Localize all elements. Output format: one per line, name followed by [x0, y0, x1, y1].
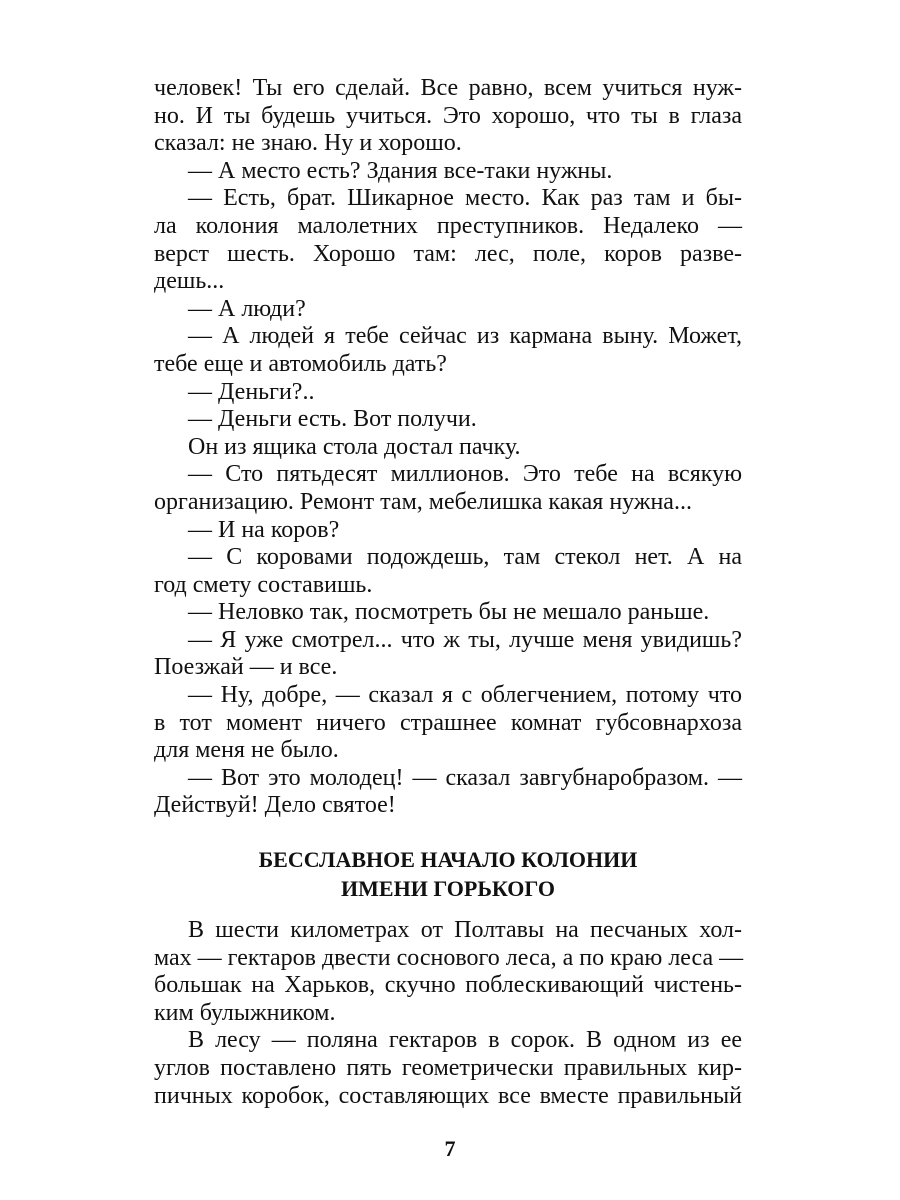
text-line: — Я уже смотрел... что ж ты, лучше меня увидишь?	[188, 626, 742, 653]
text-line: ким булыжником.	[154, 999, 336, 1026]
text-line: верст шесть. Хорошо там: лес, поле, коров разве-	[154, 240, 742, 267]
text-line: углов поставлено пять геометрически правильных кир-	[154, 1054, 742, 1081]
text-line: — А место есть? Здания все-таки нужны.	[188, 157, 613, 184]
text-line: — Вот это молодец! — сказал завгубнаробразом. —	[188, 764, 742, 791]
text-line: — Деньги?..	[188, 378, 315, 405]
text-line: — А люди?	[188, 295, 306, 322]
text-line: человек! Ты его сделай. Все равно, всем учиться нуж-	[154, 75, 742, 101]
text-line: Он из ящика стола достал пачку.	[188, 433, 521, 460]
text-line: — Есть, брат. Шикарное место. Как раз там и бы-	[188, 185, 742, 212]
text-line: для меня не было.	[154, 737, 339, 764]
text-line: В лесу — поляна гектаров в сорок. В одном из ее	[188, 1027, 742, 1054]
text-line: — А людей я тебе сейчас из кармана выну. Может,	[188, 323, 742, 350]
text-line: тебе еще и автомобиль дать?	[154, 350, 447, 377]
dialogue-text	[154, 75, 742, 820]
text-line: дешь...	[154, 268, 225, 295]
text-line: год смету составишь.	[154, 571, 373, 598]
text-line: — Деньги есть. Вот получи.	[188, 406, 477, 433]
text-line: сказал: не знаю. Ну и хорошо.	[154, 130, 462, 157]
chapter-heading	[154, 845, 742, 903]
text-line: — С коровами подождешь, там стекол нет. А на	[188, 544, 742, 571]
text-line: мах — гектаров двести соснового леса, а по краю леса —	[154, 944, 744, 971]
text-line: в тот момент ничего страшнее комнат губсовнархоза	[154, 709, 742, 736]
text-line: ла колония малолетних преступников. Недалеко —	[154, 212, 742, 239]
text-line: В шести километрах от Полтавы на песчаных хол-	[188, 917, 742, 943]
text-line: — Неловко так, посмотреть бы не мешало раньше.	[188, 599, 710, 626]
text-line: но. И ты будешь учиться. Это хорошо, что ты в глаза	[154, 102, 742, 129]
text-line: Действуй! Дело святое!	[154, 792, 396, 819]
text-line: большак на Харьков, скучно поблескивающий чистень-	[154, 972, 742, 999]
text-line: — И на коров?	[188, 516, 340, 543]
chapter-body-text	[154, 917, 742, 1110]
text-line: организацию. Ремонт там, мебелишка какая нужна...	[154, 488, 692, 515]
text-line: — Сто пятьдесят миллионов. Это тебе на всякую	[188, 461, 742, 488]
text-line: — Ну, добре, — сказал я с облегчением, потому что	[188, 682, 742, 709]
page-number: 7	[444, 1136, 456, 1161]
text-line: пичных коробок, составляющих все вместе правильный	[154, 1082, 742, 1109]
text-line: Поезжай — и все.	[154, 654, 338, 681]
chapter-title-line-1: БЕССЛАВНОЕ НАЧАЛО КОЛОНИИ	[258, 847, 638, 872]
chapter-title-line-2: ИМЕНИ ГОРЬКОГО	[341, 876, 555, 901]
